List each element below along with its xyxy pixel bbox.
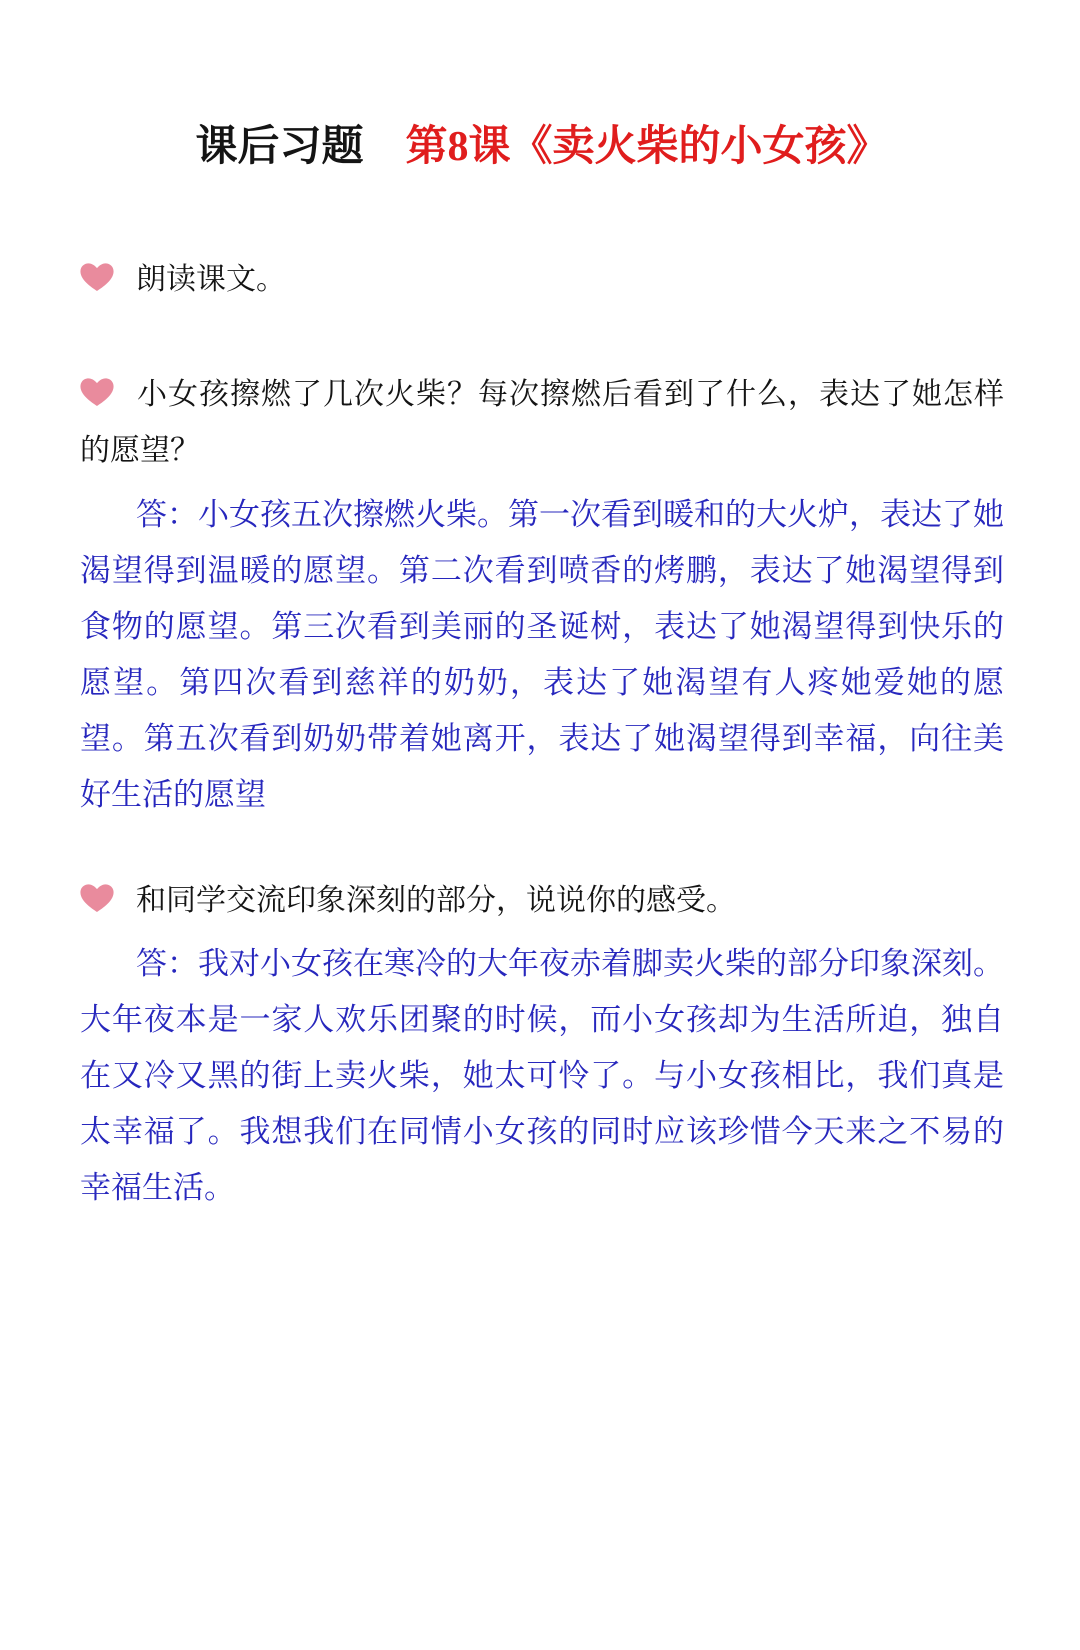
question-row	[80, 252, 1004, 308]
section-match-questions	[80, 367, 1004, 823]
question-text: 朗读课文。	[136, 263, 286, 296]
heart-bullet-icon	[80, 263, 114, 292]
answer-text: 答：小女孩五次擦燃火柴。第一次看到暖和的大火炉，表达了她渴望得到温暖的愿望。第二次看到喷香的烤鹏，表达了她渴望得到食物的愿望。第三次看到美丽的圣诞树，表达了她渴望得到快乐的愿望。第四次看到慈祥的奶奶，表达了她渴望有人疼她爱她的愿望。第五次看到奶奶带着她离开，表达了她渴望得到幸福，向往美好生活的愿望	[80, 497, 1004, 813]
question-row	[80, 873, 1004, 929]
title-prefix: 课后习题	[195, 124, 364, 170]
question-text: 小女孩擦燃了几次火柴？每次擦燃后看到了什么，表达了她怎样的愿望？	[80, 378, 1004, 467]
title-lesson: 第8课《卖火柴的小女孩》	[405, 124, 889, 170]
section-read-aloud	[80, 252, 1004, 308]
answer-text: 答：我对小女孩在寒冷的大年夜赤着脚卖火柴的部分印象深刻。大年夜本是一家人欢乐团聚的时候，而小女孩却为生活所迫，独自在又冷又黑的街上卖火柴，她太可怜了。与小女孩相比，我们真是太幸福了。我想我们在同情小女孩的同时应该珍惜今天来之不易的幸福生活。	[80, 946, 1004, 1206]
heart-bullet-icon	[80, 378, 114, 407]
heart-bullet-icon	[80, 884, 114, 913]
question-row	[80, 367, 1004, 479]
page-title	[80, 122, 1004, 172]
question-text: 和同学交流印象深刻的部分，说说你的感受。	[136, 884, 736, 917]
document-page	[0, 122, 1080, 1650]
section-share-feelings	[80, 873, 1004, 1216]
